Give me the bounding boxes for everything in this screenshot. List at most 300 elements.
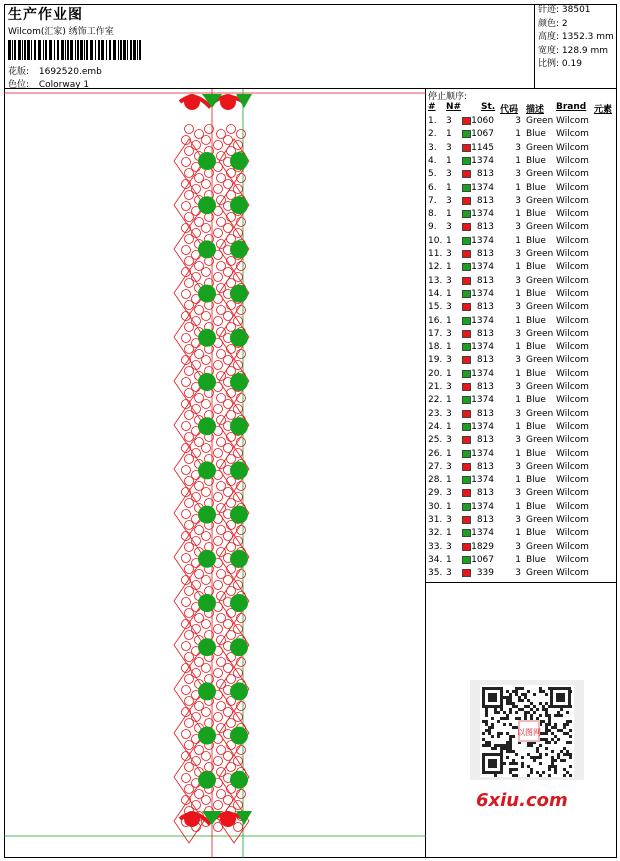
thread-description: Green [526, 488, 554, 499]
row-number: 12. [428, 262, 443, 273]
stitch-count: 1374 [471, 315, 494, 326]
table-row [426, 275, 617, 288]
col-header-code: 代码 [500, 105, 519, 115]
table-row [426, 315, 617, 328]
thread-brand: Wilcom [556, 528, 589, 539]
color-swatch [462, 290, 471, 298]
stitch-count: 1829 [471, 541, 494, 552]
row-number: 11. [428, 249, 443, 259]
needle-number: 1 [446, 155, 452, 166]
table-row [426, 421, 617, 434]
thread-description: Blue [526, 342, 546, 353]
file-label: 花版: [8, 67, 30, 77]
col-header-brand: Brand [556, 102, 587, 112]
thread-brand: Wilcom [556, 395, 589, 406]
thread-description: Green [526, 142, 554, 153]
thread-description: Blue [526, 315, 546, 326]
design-scale: 比例: 0.19 [538, 59, 582, 69]
thread-description: Blue [526, 421, 546, 432]
row-number: 24. [428, 421, 443, 432]
needle-number: 3 [446, 568, 452, 579]
table-row [426, 541, 617, 554]
thread-description: Blue [526, 155, 546, 166]
table-row [426, 514, 617, 527]
needle-number: 3 [446, 461, 452, 472]
thread-code: 3 [515, 116, 521, 126]
color-swatch [462, 396, 471, 404]
stitch-count: 1145 [471, 142, 494, 153]
color-swatch [462, 370, 471, 378]
thread-brand: Wilcom [556, 262, 589, 273]
row-number: 23. [428, 408, 443, 419]
needle-number: 1 [446, 421, 452, 432]
color-swatch [462, 303, 471, 311]
thread-brand: Wilcom [556, 182, 589, 193]
thread-code: 3 [515, 249, 521, 259]
page-title: 生产作业图 [8, 7, 83, 23]
table-row [426, 248, 617, 261]
thread-code: 1 [515, 501, 521, 512]
needle-number: 3 [446, 328, 452, 339]
row-number: 27. [428, 461, 443, 472]
color-swatch [462, 157, 471, 165]
needle-number: 1 [446, 342, 452, 353]
stitch-count: 813 [476, 249, 494, 259]
thread-description: Blue [526, 288, 546, 299]
colorway-name: Colorway 1 [38, 80, 90, 90]
color-swatch [462, 463, 471, 471]
table-row [426, 208, 617, 221]
stitch-count: 813 [476, 382, 494, 392]
thread-description: Green [526, 328, 554, 339]
color-swatch [462, 237, 471, 245]
needle-number: 1 [446, 288, 452, 299]
qr-stamp-text: 以图网 [517, 728, 541, 737]
thread-brand: Wilcom [556, 328, 589, 339]
thread-brand: Wilcom [556, 116, 589, 126]
table-row [426, 341, 617, 354]
stitch-count: 813 [476, 302, 494, 313]
thread-description: Green [526, 568, 554, 579]
thread-description: Green [526, 355, 554, 366]
color-swatch [462, 144, 471, 152]
row-number: 19. [428, 355, 443, 366]
needle-number: 1 [446, 262, 452, 273]
needle-number: 3 [446, 169, 452, 180]
barcode-image [8, 40, 142, 60]
row-number: 17. [428, 328, 443, 339]
row-number: 25. [428, 435, 443, 446]
thread-code: 3 [515, 355, 521, 366]
thread-brand: Wilcom [556, 235, 589, 246]
thread-code: 3 [515, 195, 521, 206]
file-row [8, 64, 102, 77]
thread-brand: Wilcom [556, 209, 589, 220]
thread-code: 1 [515, 395, 521, 406]
needle-number: 3 [446, 408, 452, 419]
needle-number: 3 [446, 142, 452, 153]
thread-description: Green [526, 408, 554, 419]
thread-code: 3 [515, 169, 521, 180]
color-swatch [462, 516, 471, 524]
thread-code: 3 [515, 302, 521, 313]
thread-code: 3 [515, 515, 521, 525]
color-swatch [462, 489, 471, 497]
color-swatch [462, 476, 471, 484]
thread-brand: Wilcom [556, 195, 589, 206]
color-swatch [462, 343, 471, 351]
stitch-count: 1374 [471, 395, 494, 406]
stitch-count: 813 [476, 169, 494, 180]
needle-number: 3 [446, 515, 452, 525]
stitch-count: 1374 [471, 288, 494, 299]
table-row [426, 261, 617, 274]
row-number: 16. [428, 315, 443, 326]
thread-code: 3 [515, 408, 521, 419]
table-row [426, 501, 617, 514]
row-number: 22. [428, 395, 443, 406]
table-row [426, 474, 617, 487]
stitch-count: 1374 [471, 342, 494, 353]
stitch-count: 813 [476, 435, 494, 446]
thread-brand: Wilcom [556, 435, 589, 446]
stop-sequence-panel [426, 89, 617, 583]
color-swatch [462, 184, 471, 192]
color-swatch [462, 197, 471, 205]
thread-description: Blue [526, 501, 546, 512]
row-number: 33. [428, 541, 443, 552]
thread-code: 1 [515, 129, 521, 140]
table-row [426, 195, 617, 208]
color-swatch [462, 130, 471, 138]
needle-number: 1 [446, 528, 452, 539]
needle-number: 3 [446, 222, 452, 233]
stitch-count: 针迹: 38501 [538, 5, 591, 15]
thread-description: Green [526, 116, 554, 126]
design-width: 宽度: 128.9 mm [538, 45, 609, 56]
thread-code: 1 [515, 368, 521, 379]
needle-number: 1 [446, 182, 452, 193]
thread-code: 1 [515, 209, 521, 220]
thread-brand: Wilcom [556, 408, 589, 419]
row-number: 9. [428, 222, 437, 233]
thread-description: Green [526, 382, 554, 392]
table-row [426, 288, 617, 301]
thread-description: Blue [526, 554, 546, 565]
stitch-count: 813 [476, 275, 494, 286]
thread-brand: Wilcom [556, 421, 589, 432]
row-number: 29. [428, 488, 443, 499]
thread-brand: Wilcom [556, 288, 589, 299]
row-number: 35. [428, 568, 443, 579]
row-number: 15. [428, 302, 443, 313]
thread-description: Blue [526, 129, 546, 140]
stitch-count: 813 [476, 222, 494, 233]
thread-brand: Wilcom [556, 355, 589, 366]
thread-description: Green [526, 302, 554, 313]
table-row [426, 168, 617, 181]
table-row [426, 182, 617, 195]
thread-code: 1 [515, 235, 521, 246]
col-header-elem: 元素 [594, 105, 613, 115]
thread-description: Green [526, 541, 554, 552]
thread-code: 1 [515, 528, 521, 539]
table-row [426, 567, 617, 580]
thread-brand: Wilcom [556, 515, 589, 525]
needle-number: 1 [446, 209, 452, 220]
needle-number: 3 [446, 195, 452, 206]
row-number: 21. [428, 382, 443, 392]
color-swatch [462, 436, 471, 444]
thread-code: 1 [515, 448, 521, 459]
thread-code: 3 [515, 142, 521, 153]
row-number: 30. [428, 501, 443, 512]
thread-brand: Wilcom [556, 541, 589, 552]
col-header-num: # [428, 102, 436, 112]
thread-brand: Wilcom [556, 315, 589, 326]
needle-number: 1 [446, 448, 452, 459]
needle-number: 3 [446, 249, 452, 259]
col-header-desc: 描述 [526, 105, 545, 115]
row-number: 31. [428, 515, 443, 525]
needle-number: 3 [446, 116, 452, 126]
watermark-logo: 6xiu.com [476, 790, 568, 811]
embroidery-design [4, 89, 426, 858]
needle-number: 3 [446, 435, 452, 446]
needle-number: 1 [446, 395, 452, 406]
table-row [426, 554, 617, 567]
needle-number: 1 [446, 315, 452, 326]
stitch-count: 1374 [471, 421, 494, 432]
color-swatch [462, 263, 471, 271]
row-number: 5. [428, 169, 437, 180]
stitch-count: 1374 [471, 209, 494, 220]
color-swatch [462, 529, 471, 537]
row-number: 28. [428, 475, 443, 486]
color-swatch [462, 383, 471, 391]
thread-brand: Wilcom [556, 382, 589, 392]
file-name: 1692520.emb [38, 67, 102, 77]
thread-brand: Wilcom [556, 129, 589, 140]
color-swatch [462, 223, 471, 231]
stitch-count: 1067 [471, 554, 494, 565]
color-swatch [462, 503, 471, 511]
thread-brand: Wilcom [556, 368, 589, 379]
thread-code: 3 [515, 275, 521, 286]
color-swatch [462, 543, 471, 551]
thread-description: Green [526, 435, 554, 446]
thread-description: Green [526, 461, 554, 472]
thread-description: Green [526, 195, 554, 206]
thread-code: 3 [515, 488, 521, 499]
stitch-count: 1374 [471, 262, 494, 273]
thread-code: 3 [515, 568, 521, 579]
stitch-count: 1374 [471, 368, 494, 379]
design-preview [4, 89, 426, 858]
needle-number: 1 [446, 129, 452, 140]
stitch-count: 1374 [471, 501, 494, 512]
thread-description: Green [526, 515, 554, 525]
thread-brand: Wilcom [556, 222, 589, 233]
table-row [426, 448, 617, 461]
sequence-title: 停止顺序: [428, 92, 468, 102]
table-row [426, 115, 617, 128]
row-number: 3. [428, 142, 437, 153]
thread-description: Green [526, 275, 554, 286]
row-number: 20. [428, 368, 443, 379]
color-swatch [462, 170, 471, 178]
needle-number: 1 [446, 368, 452, 379]
thread-brand: Wilcom [556, 488, 589, 499]
thread-brand: Wilcom [556, 275, 589, 286]
row-number: 6. [428, 182, 437, 193]
needle-number: 3 [446, 275, 452, 286]
col-header-st: St. [481, 102, 496, 112]
color-count: 颜色: 2 [538, 18, 568, 29]
table-row [426, 527, 617, 540]
stats-panel [535, 4, 617, 89]
row-number: 2. [428, 129, 437, 140]
thread-code: 3 [515, 222, 521, 233]
table-row [426, 461, 617, 474]
color-swatch [462, 250, 471, 258]
table-row [426, 221, 617, 234]
stitch-count: 813 [476, 488, 494, 499]
header-panel [4, 4, 535, 89]
row-number: 14. [428, 288, 443, 299]
thread-code: 3 [515, 541, 521, 552]
stitch-count: 1374 [471, 528, 494, 539]
needle-number: 1 [446, 554, 452, 565]
stitch-count: 1374 [471, 235, 494, 246]
row-number: 32. [428, 528, 443, 539]
thread-brand: Wilcom [556, 155, 589, 166]
thread-description: Blue [526, 182, 546, 193]
thread-brand: Wilcom [556, 461, 589, 472]
thread-description: Green [526, 169, 554, 180]
table-row [426, 301, 617, 314]
thread-code: 1 [515, 315, 521, 326]
stitch-count: 1374 [471, 448, 494, 459]
needle-number: 3 [446, 488, 452, 499]
needle-number: 3 [446, 302, 452, 313]
thread-brand: Wilcom [556, 448, 589, 459]
thread-code: 1 [515, 288, 521, 299]
color-swatch [462, 569, 471, 577]
row-number: 34. [428, 554, 443, 565]
thread-code: 3 [515, 461, 521, 472]
stitch-count: 1374 [471, 155, 494, 166]
table-row [426, 487, 617, 500]
thread-brand: Wilcom [556, 568, 589, 579]
stitch-count: 813 [476, 515, 494, 525]
stitch-count: 813 [476, 195, 494, 206]
table-row [426, 128, 617, 141]
table-row [426, 368, 617, 381]
thread-description: Blue [526, 368, 546, 379]
studio-name: Wilcom(汇家) 绣饰工作室 [8, 27, 114, 37]
row-number: 4. [428, 155, 437, 166]
thread-description: Blue [526, 235, 546, 246]
thread-description: Blue [526, 209, 546, 220]
thread-brand: Wilcom [556, 501, 589, 512]
thread-description: Blue [526, 448, 546, 459]
colorway-label: 色位: [8, 80, 30, 90]
thread-code: 1 [515, 342, 521, 353]
row-number: 13. [428, 275, 443, 286]
needle-number: 3 [446, 382, 452, 392]
color-swatch [462, 450, 471, 458]
thread-description: Green [526, 249, 554, 259]
thread-description: Blue [526, 262, 546, 273]
row-number: 8. [428, 209, 437, 220]
stitch-count: 1374 [471, 475, 494, 486]
thread-brand: Wilcom [556, 475, 589, 486]
thread-description: Blue [526, 475, 546, 486]
thread-brand: Wilcom [556, 142, 589, 153]
thread-code: 3 [515, 435, 521, 446]
stitch-count: 1374 [471, 182, 494, 193]
needle-number: 1 [446, 475, 452, 486]
table-row [426, 142, 617, 155]
row-number: 7. [428, 195, 437, 206]
needle-number: 1 [446, 501, 452, 512]
table-row [426, 394, 617, 407]
thread-code: 1 [515, 182, 521, 193]
color-swatch [462, 410, 471, 418]
stitch-count: 813 [476, 355, 494, 366]
needle-number: 1 [446, 235, 452, 246]
table-row [426, 408, 617, 421]
thread-code: 3 [515, 382, 521, 392]
table-row [426, 235, 617, 248]
stitch-count: 1067 [471, 129, 494, 140]
thread-brand: Wilcom [556, 302, 589, 313]
thread-code: 3 [515, 328, 521, 339]
thread-brand: Wilcom [556, 342, 589, 353]
thread-code: 1 [515, 155, 521, 166]
thread-brand: Wilcom [556, 169, 589, 180]
color-swatch [462, 210, 471, 218]
stitch-count: 813 [476, 328, 494, 339]
thread-description: Blue [526, 528, 546, 539]
design-height: 高度: 1352.3 mm [538, 32, 614, 42]
table-row [426, 354, 617, 367]
thread-code: 1 [515, 554, 521, 565]
color-swatch [462, 556, 471, 564]
stitch-count: 1060 [471, 116, 494, 126]
thread-description: Blue [526, 395, 546, 406]
thread-brand: Wilcom [556, 249, 589, 259]
thread-code: 1 [515, 475, 521, 486]
col-header-n: N# [446, 102, 462, 112]
row-number: 26. [428, 448, 443, 459]
stitch-count: 813 [476, 408, 494, 419]
color-swatch [462, 277, 471, 285]
table-row [426, 381, 617, 394]
color-swatch [462, 117, 471, 125]
stitch-count: 813 [476, 461, 494, 472]
color-swatch [462, 317, 471, 325]
row-number: 1. [428, 116, 437, 126]
needle-number: 3 [446, 355, 452, 366]
thread-description: Green [526, 222, 554, 233]
color-swatch [462, 356, 471, 364]
row-number: 10. [428, 235, 443, 246]
table-row [426, 328, 617, 341]
table-row [426, 434, 617, 447]
thread-code: 1 [515, 421, 521, 432]
